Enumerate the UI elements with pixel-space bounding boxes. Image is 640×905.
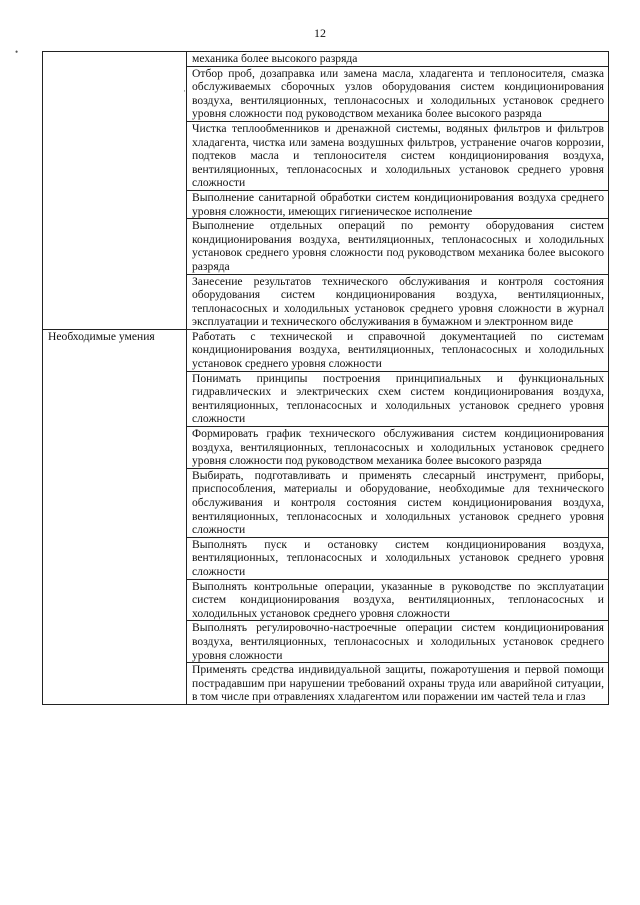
table-cell: Выполнение отдельных операций по ремонту оборудования систем кондиционирования воздуха, вентиляционных, теплонасосных и холодильных установок среднего уровня сложности под руководством механика более высокого разряда [187,219,609,274]
table-cell: Выполнять пуск и остановку систем кондиционирования воздуха, вентиляционных, теплонасосных и холодильных установок среднего уровня сложности [187,537,609,579]
table-cell: Применять средства индивидуальной защиты, пожаротушения и первой помощи пострадавшим при нарушении требований охраны труда или аварийной ситуации, в том числе при отравлениях хладагентом или поражении им частей тела и глаз [187,663,609,705]
table-cell: Чистка теплообменников и дренажной системы, водяных фильтров и фильтров хладагента, чистка или замена воздушных фильтров, устранение очагов коррозии, подтеков масла и теплоносителя систем кондиционирования воздуха, вентиляционных, теплонасосных и холодильных установок среднего уровня сложности [187,121,609,190]
table-row [43,329,609,371]
requirements-table [42,51,609,705]
table-cell: Отбор проб, дозаправка или замена масла, хладагента и теплоносителя, смазка обслуживаемых сборочных узлов оборудования систем кондиционирования воздуха, вентиляционных, теплонасосных и холодильных установок среднего уровня сложности под руководством механика более высокого разряда [187,66,609,121]
scan-dot: · [183,86,186,96]
table-cell: Понимать принципы построения принципиальных и функциональных гидравлических и электрических схем систем кондиционирования воздуха, вентиляционных, теплонасосных и холодильных установок среднего уровня сложности [187,371,609,426]
table-cell: механика более высокого разряда [187,52,609,67]
table-cell: Занесение результатов технического обслуживания и контроля состояния оборудования систем кондиционирования воздуха, вентиляционных, теплонасосных и холодильных установок среднего уровня сложности в журнал эксплуатации и технического обслуживания в бумажном и электронном виде [187,274,609,329]
table-cell: Выполнять регулировочно-настроечные операции систем кондиционирования воздуха, вентиляционных, теплонасосных и холодильных установок среднего уровня сложности [187,621,609,663]
table-cell: Работать с технической и справочной документацией по системам кондиционирования воздуха, вентиляционных, теплонасосных и холодильных установок среднего уровня сложности [187,329,609,371]
table-cell: Выбирать, подготавливать и применять слесарный инструмент, приборы, приспособления, материалы и оборудование, необходимые для технического обслуживания и контроля состояния систем кондиционирования воздуха, вентиляционных, теплонасосных и холодильных установок среднего уровня сложности [187,468,609,537]
scan-dot: • [15,47,19,57]
page-number: 12 [314,26,326,40]
table-cell: Выполнять контрольные операции, указанные в руководстве по эксплуатации систем кондиционирования воздуха, вентиляционных, теплонасосных и холодильных установок среднего уровня сложности [187,579,609,621]
table-row [43,52,609,67]
row-group-label [43,52,187,330]
row-group-label: Необходимые умения [43,329,187,704]
table-cell: Формировать график технического обслуживания систем кондиционирования воздуха, вентиляционных, теплонасосных и холодильных установок среднего уровня сложности под руководством механика более высокого разряда [187,427,609,469]
table-cell: Выполнение санитарной обработки систем кондиционирования воздуха среднего уровня сложности, имеющих гигиеническое исполнение [187,190,609,218]
